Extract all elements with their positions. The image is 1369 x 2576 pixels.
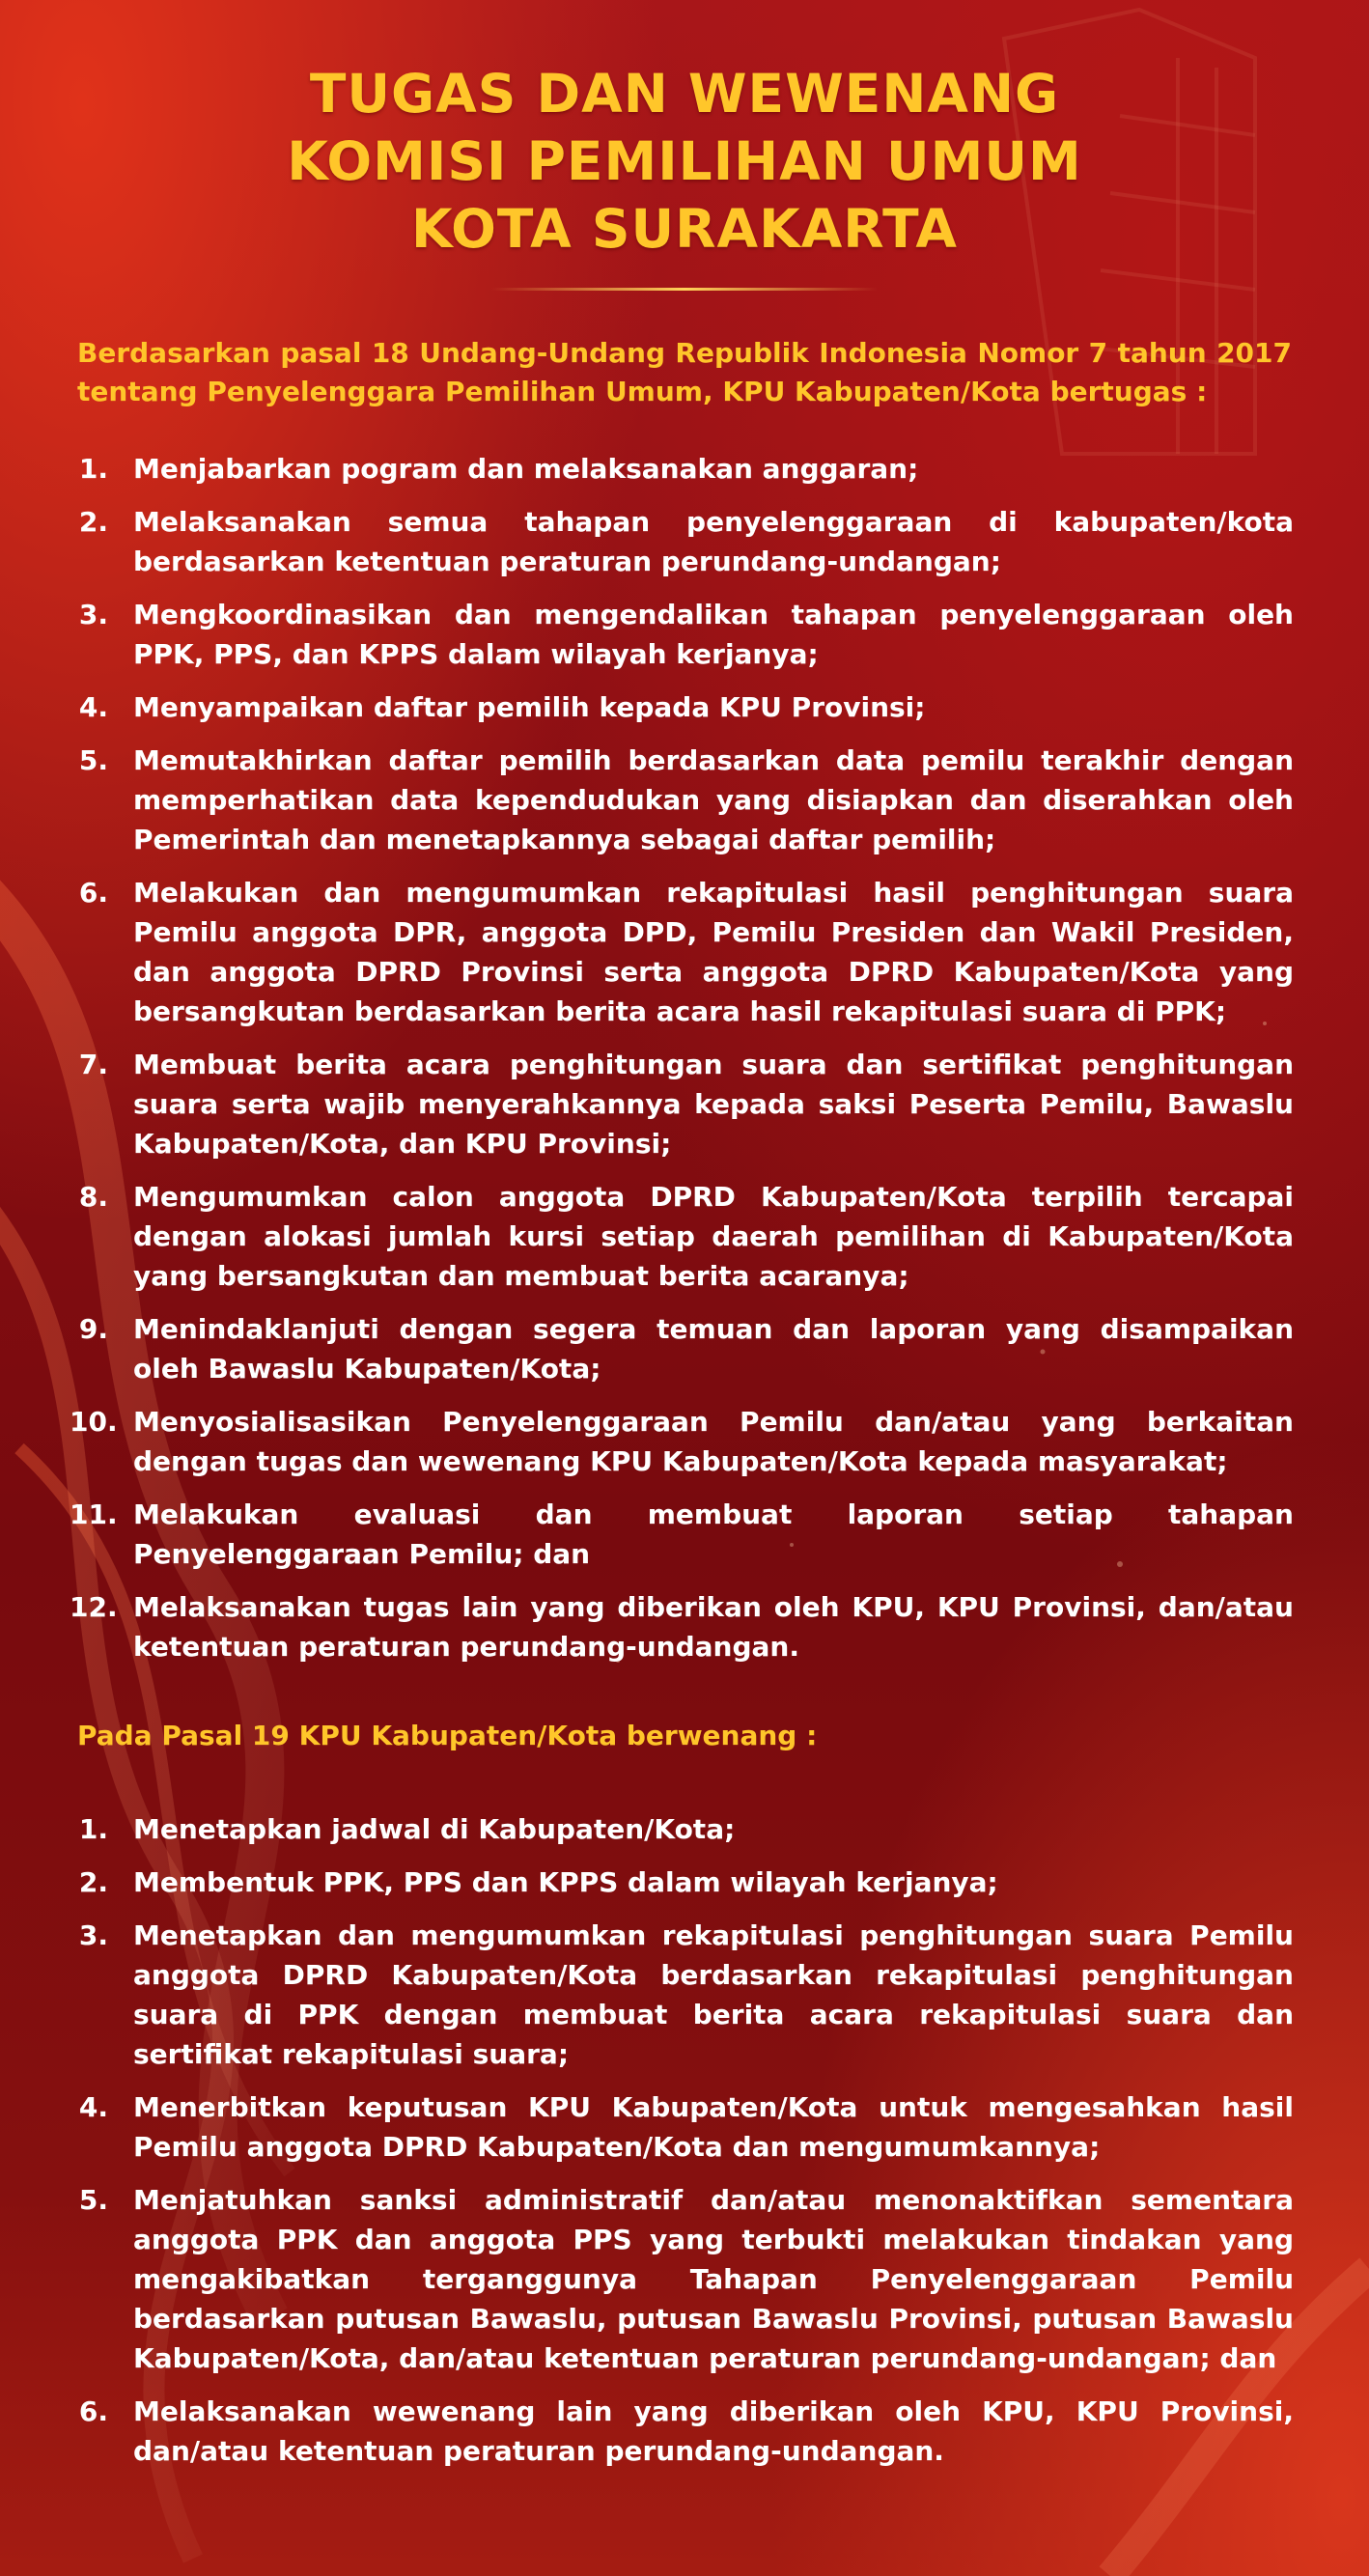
item-text: Melakukan dan mengumumkan rekapitulasi hasil penghitungan suara Pemilu anggota DPR, anggota DPD, Pemilu Presiden dan Wakil Presiden, dan anggota DPRD Provinsi serta anggota DPRD Kabupaten/Kota yang bersangkutan berdasarkan berita acara hasil rekapitulasi suara di PPK; xyxy=(133,877,1294,1027)
wewenang-list xyxy=(70,1809,1294,2484)
item-number: 2. xyxy=(78,1866,108,1898)
item-text: Menetapkan jadwal di Kabupaten/Kota; xyxy=(133,1813,736,1845)
item-text: Menetapkan dan mengumumkan rekapitulasi penghitungan suara Pemilu anggota DPRD Kabupaten/Kota berdasarkan rekapitulasi penghitungan suara di PPK dengan membuat berita acara rekapitulasi suara dan sertifikat rekapitulasi suara; xyxy=(133,1919,1294,2070)
list-item xyxy=(70,1587,1294,1666)
title-line-3: KOTA SURAKARTA xyxy=(411,198,958,260)
item-number: 5. xyxy=(78,744,108,776)
item-number: 11. xyxy=(70,1498,118,1530)
item-number: 9. xyxy=(78,1313,108,1345)
item-number: 10. xyxy=(70,1406,118,1438)
item-text: Menjatuhkan sanksi administratif dan/atau menonaktifkan sementara anggota PPK dan anggota PPS yang terbukti melakukan tindakan yang mengakibatkan terganggunya Tahapan Penyelenggaraan Pemilu berdasarkan putusan Bawaslu, putusan Bawaslu Provinsi, putusan Bawaslu Kabupaten/Kota, dan/atau ketentuan peraturan perundang-undangan; dan xyxy=(133,2184,1294,2374)
list-item xyxy=(70,502,1294,581)
item-text: Melakukan evaluasi dan membuat laporan setiap tahapan Penyelenggaraan Pemilu; dan xyxy=(133,1498,1294,1570)
item-text: Melaksanakan semua tahapan penyelenggaraan di kabupaten/kota berdasarkan ketentuan peraturan perundang-undangan; xyxy=(133,506,1294,577)
item-text: Membentuk PPK, PPS dan KPPS dalam wilayah kerjanya; xyxy=(133,1866,998,1898)
list-item xyxy=(70,1809,1294,1849)
item-text: Menerbitkan keputusan KPU Kabupaten/Kota untuk mengesahkan hasil Pemilu anggota DPRD Kabupaten/Kota dan mengumumkannya; xyxy=(133,2091,1294,2163)
wewenang-intro: Pada Pasal 19 KPU Kabupaten/Kota berwenang : xyxy=(77,1720,818,1751)
item-text: Menjabarkan pogram dan melaksanakan anggaran; xyxy=(133,453,919,485)
list-item xyxy=(70,1916,1294,2074)
title-divider xyxy=(491,288,878,291)
item-text: Menindaklanjuti dengan segera temuan dan laporan yang disampaikan oleh Bawaslu Kabupaten/Kota; xyxy=(133,1313,1294,1385)
item-number: 3. xyxy=(78,599,108,630)
item-text: Membuat berita acara penghitungan suara dan sertifikat penghitungan suara serta wajib menyerahkannya kepada saksi Peserta Pemilu, Bawaslu Kabupaten/Kota, dan KPU Provinsi; xyxy=(133,1049,1294,1160)
tugas-list xyxy=(70,449,1294,1680)
list-item xyxy=(70,1177,1294,1296)
item-number: 3. xyxy=(78,1919,108,1951)
item-number: 4. xyxy=(78,2091,108,2123)
item-number: 4. xyxy=(78,691,108,723)
list-item xyxy=(70,687,1294,727)
item-text: Melaksanakan wewenang lain yang diberikan oleh KPU, KPU Provinsi, dan/atau ketentuan peraturan perundang-undangan. xyxy=(133,2395,1294,2467)
tugas-intro: Berdasarkan pasal 18 Undang-Undang Republik Indonesia Nomor 7 tahun 2017 tentang Penyelenggara Pemilihan Umum, KPU Kabupaten/Kota bertugas : xyxy=(77,337,1292,407)
item-number: 2. xyxy=(78,506,108,538)
item-text: Memutakhirkan daftar pemilih berdasarkan data pemilu terakhir dengan memperhatikan data kependudukan yang disiapkan dan diserahkan oleh Pemerintah dan menetapkannya sebagai daftar pemilih; xyxy=(133,744,1294,855)
title-line-2: KOMISI PEMILIHAN UMUM xyxy=(287,130,1082,192)
page-title xyxy=(0,60,1369,263)
item-text: Mengumumkan calon anggota DPRD Kabupaten/Kota terpilih tercapai dengan alokasi jumlah kursi setiap daerah pemilihan di Kabupaten/Kota yang bersangkutan dan membuat berita acaranya; xyxy=(133,1181,1294,1292)
list-item xyxy=(70,1045,1294,1163)
item-text: Mengkoordinasikan dan mengendalikan tahapan penyelenggaraan oleh PPK, PPS, dan KPPS dalam wilayah kerjanya; xyxy=(133,599,1294,670)
list-item xyxy=(70,1495,1294,1574)
item-number: 6. xyxy=(78,2395,108,2427)
item-number: 1. xyxy=(78,453,108,485)
list-item xyxy=(70,873,1294,1031)
list-item xyxy=(70,2180,1294,2378)
title-line-1: TUGAS DAN WEWENANG xyxy=(309,63,1060,125)
item-number: 6. xyxy=(78,877,108,909)
item-number: 12. xyxy=(70,1591,118,1623)
item-text: Menyampaikan daftar pemilih kepada KPU Provinsi; xyxy=(133,691,926,723)
list-item xyxy=(70,741,1294,859)
item-number: 5. xyxy=(78,2184,108,2216)
list-item xyxy=(70,1309,1294,1388)
item-text: Menyosialisasikan Penyelenggaraan Pemilu dan/atau yang berkaitan dengan tugas dan wewenang KPU Kabupaten/Kota kepada masyarakat; xyxy=(133,1406,1294,1477)
list-item xyxy=(70,449,1294,489)
list-item xyxy=(70,2087,1294,2167)
list-item xyxy=(70,1862,1294,1902)
item-text: Melaksanakan tugas lain yang diberikan oleh KPU, KPU Provinsi, dan/atau ketentuan peraturan perundang-undangan. xyxy=(133,1591,1294,1663)
list-item xyxy=(70,595,1294,674)
item-number: 8. xyxy=(78,1181,108,1213)
list-item xyxy=(70,2392,1294,2471)
item-number: 1. xyxy=(78,1813,108,1845)
list-item xyxy=(70,1402,1294,1481)
item-number: 7. xyxy=(78,1049,108,1080)
